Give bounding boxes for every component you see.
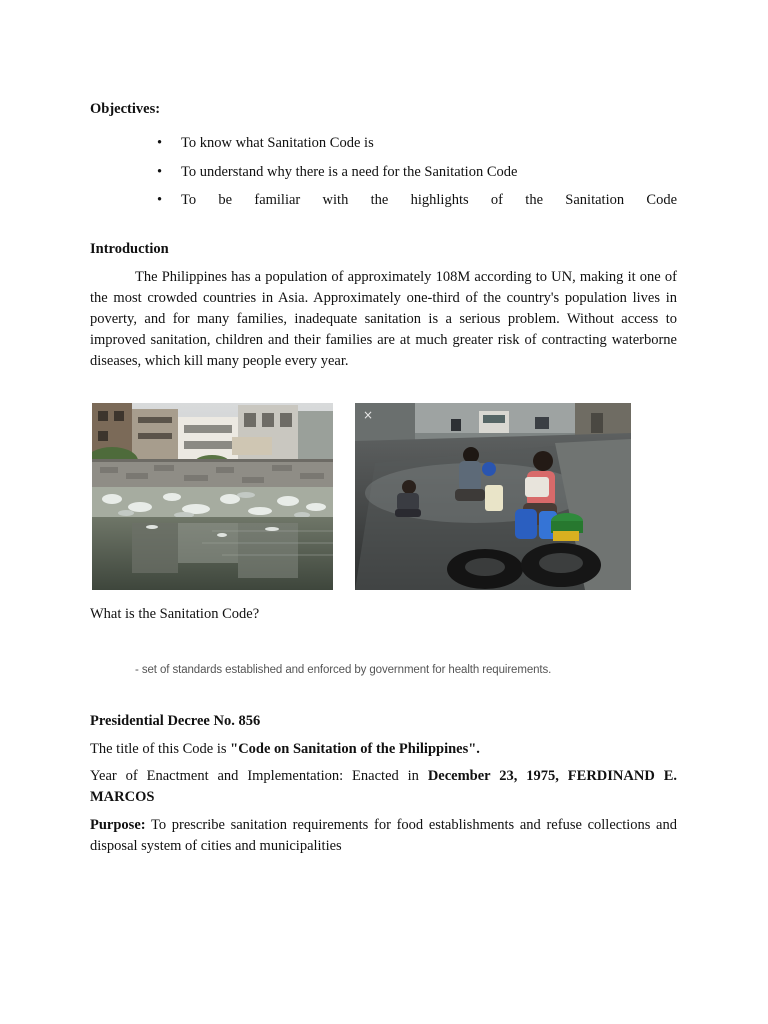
purpose-label: Purpose:	[90, 817, 146, 833]
svg-text:×: ×	[363, 408, 374, 422]
bullet-icon: •	[157, 192, 163, 208]
street-water-image	[355, 403, 631, 590]
introduction-paragraph: The Philippines has a population of approximately 108M according to UN, making it one of the most crowded countries in Asia. Approximately one-third of the country's population lives in poverty, and for many families, inadequate sanitation is a serious problem. Without access to improved sanitation, children and their families are at much greater risk of contracting waterborne diseases, which kill many people every year.	[90, 269, 677, 369]
objective-text: To be familiar with the highlights of the Sanitation Code	[181, 192, 677, 208]
objectives-heading: Objectives:	[90, 101, 161, 117]
introduction-heading: Introduction	[90, 241, 169, 257]
enactment-label: Year of Enactment and Implementation: Enacted in	[90, 768, 428, 784]
objective-text: To know what Sanitation Code is	[181, 135, 374, 151]
list-item	[157, 162, 677, 191]
purpose-line	[90, 815, 677, 857]
polluted-canal-photo	[92, 403, 333, 590]
sanitation-code-definition: - set of standards established and enforced by government for health requirements.	[135, 664, 552, 676]
decree-heading: Presidential Decree No. 856	[90, 713, 261, 729]
objective-text: To understand why there is a need for the Sanitation Code	[181, 163, 518, 180]
list-item	[157, 190, 677, 219]
bullet-icon: •	[157, 163, 163, 180]
code-title-line	[90, 739, 677, 760]
bullet-icon: •	[157, 135, 163, 151]
enactment-line	[90, 766, 677, 808]
enactment-value: December 23, 1975, FERDINAND E. MARCOS	[90, 768, 677, 805]
purpose-text: To prescribe sanitation requirements for food establishments and refuse collections and disposal system of cities and municipalities	[90, 817, 677, 854]
polluted-canal-image	[92, 403, 333, 590]
street-water-collection-photo	[355, 403, 631, 590]
objectives-list	[157, 133, 677, 219]
list-item	[157, 133, 677, 162]
sanitation-code-question: What is the Sanitation Code?	[90, 606, 260, 622]
code-title-prefix: The title of this Code is	[90, 741, 231, 757]
code-title-value: "Code on Sanitation of the Philippines".	[230, 741, 480, 757]
